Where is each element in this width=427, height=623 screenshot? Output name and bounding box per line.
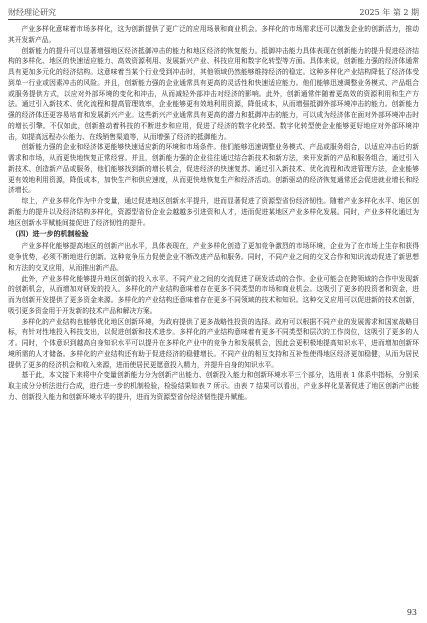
body-paragraph: 此外，产业多样化能够提升地区创新的投入水平。不同产业之间的交流促进了研发活动的合作。企业可能会在跨领域的合作中发现新的创新机会，从而增加对研发的投入。多样化的产业结构意味着存在更多不同类型的市场和商业机会。这吸引了更多的投资者和资金，进而为创新开发提供了更多资金来源。多样化的产业结构还意味着存在更多不同领域的技术和知识。这种交叉应用可以促进新的技术创新，吸引更多资金用于开发新的技术产品和解决方案。 [8, 274, 419, 315]
section-heading: （四）进一步的机制检验 [11, 230, 89, 239]
body-paragraph: 多样化的产业结构也能够优化地区创新环境，为政府提供了更多战略性投资的选择。政府可以根据不同产业的发展需求和国家战略目标，有针对性地投入科技支出，以促进创新和技术进步。多样化的产业结构意味着有更多不同类型和层次的工作岗位，这吸引了更多的人才。同时，个体意识到越高自身知识水平可以提升在多样化产业中的竞争力和发展机会，因此会更积极地提高知识水平，进而增加创新环境所需的人才储备。多样化的产业结构还有助于促进经济的稳健增长。不同产业的相互支持和互补性使得地区经济更加稳健，从而为居民提供了更多的经济机会和收入来源，进而使居民更愿意投入精力，并提升自身的知识水平。 [8, 317, 419, 369]
page-number: 93 [406, 608, 417, 617]
header-rule [8, 19, 419, 20]
issue-info: 2025 年 第 2 期 [359, 7, 419, 17]
body-paragraph: 创新能力强的企业和经济体更能够快速适应新的环境和市场条件。他们能够迅速调整业务模式、产品或服务组合，以适应冲击后的新需求和市场，从而更快地恢复正常经营。并且，创新能力强的企业往往通过结合新技术和新方法，来开发新的产品和服务组合，通过引入新技术、创造新产品或服务，他们能够找到新的增长机会，促进经济的快速复苏。通过引入新技术、优化流程和改进管理方法，企业能够更有效地利用资源，降低成本，加快生产和供应速度，从而更快地恢复生产和经济活动。创新驱动的经济恢复通常还会促进就业增长和经济增长。 [8, 143, 419, 195]
article-body [8, 24, 419, 403]
body-paragraph: 综上，产业多样化作为中介变量，通过促进地区创新水平提升，进而显著促进了资源型省份经济韧性。随着产业多样化水平、地区创新能力的提升以及经济结构多样化，资源型省份企业会越越多引进资和人才，进而促进某地区产业多样化发展。同时，产业多样化通过为地区创新水平赋能间接促进了经济韧性的提升。 [8, 197, 419, 227]
journal-name: 财经理论研究 [8, 7, 56, 17]
body-paragraph: 创新能力的提升可以显著增强地区经济抵御冲击的能力和地区经济的恢复能力。抵御冲击能力具体表现在创新能力的提升促进经济结构的多样化、地区的快速适应能力、高效资源利用、发展新兴产业、科技应用和数字化转型等方面。具体来说，创新能力强的经济体通常具有更加多元化的经济结构。这意味着当某个行业受到冲击时，其他领域仍然能够维持经济的稳定。这种多样化产业结构降低了经济体受到单一行业或因素冲击的风险。并且，创新能力强的企业通常具有更高的灵活性和快速适应能力。他们能够迅速调整业务模式、产品组合或服务提供方式，以应对外部环境的变化和冲击，从而减轻外部冲击对经济的影响。此外，创新通常伴随着更高效的资源利用和生产方法。通过引入新技术、优化流程和提高管理效率，企业能够更有效地利用资源，降低成本，从而增强抵御外部环境冲击的能力。创新能力强的经济体还更容易培育和发展新兴产业。这些新兴产业通常具有更高的潜力和抵御冲击的能力，可以成为经济体在面对外部环境冲击时的增长引擎。不仅如此，创新推动着科技的不断进步和应用，促进了经济的数字化转型。数字化转型使企业能够更好地应对外部环境冲击，如提高远程办公能力、在线销售渠道等，从而增强了经济的抵御能力。 [8, 46, 419, 141]
body-paragraph: 产业多样化能够提高地区的创新产出水平，具体表现在，产业多样化创造了更加竞争激烈的市场环境，企业为了在市场上生存和获得竞争优势，必须不断地进行创新。这种竞争压力促使企业不断改进产品和服务。同时，不同产业之间的交叉合作和知识流动促进了新思想和方法的交叉应用，从而推出新产品。 [8, 242, 419, 272]
body-paragraph: 基于此，本文接下来将中介变量创新能力分为创新产出能力、创新投入能力和创新环境水平三个部分，选用表 1 体系中指标，分别采取主成分分析法进行合成，进行进一步的机制检验，检验结果如表 7 所示。由表 7 结果可以看出，产业多样化显著促进了地区创新产出能力、创新投入能力和创新环境水平的提升，进而为资源型省份经济韧性提升赋能。 [8, 371, 419, 401]
body-paragraph: 产业多样化意味着市场多样化，这为创新提供了更广泛的应用场景和商业机会。多样化的市场需求还可以激发企业的创新活力，推动其开发新产品。 [8, 25, 419, 44]
running-header [8, 5, 419, 19]
